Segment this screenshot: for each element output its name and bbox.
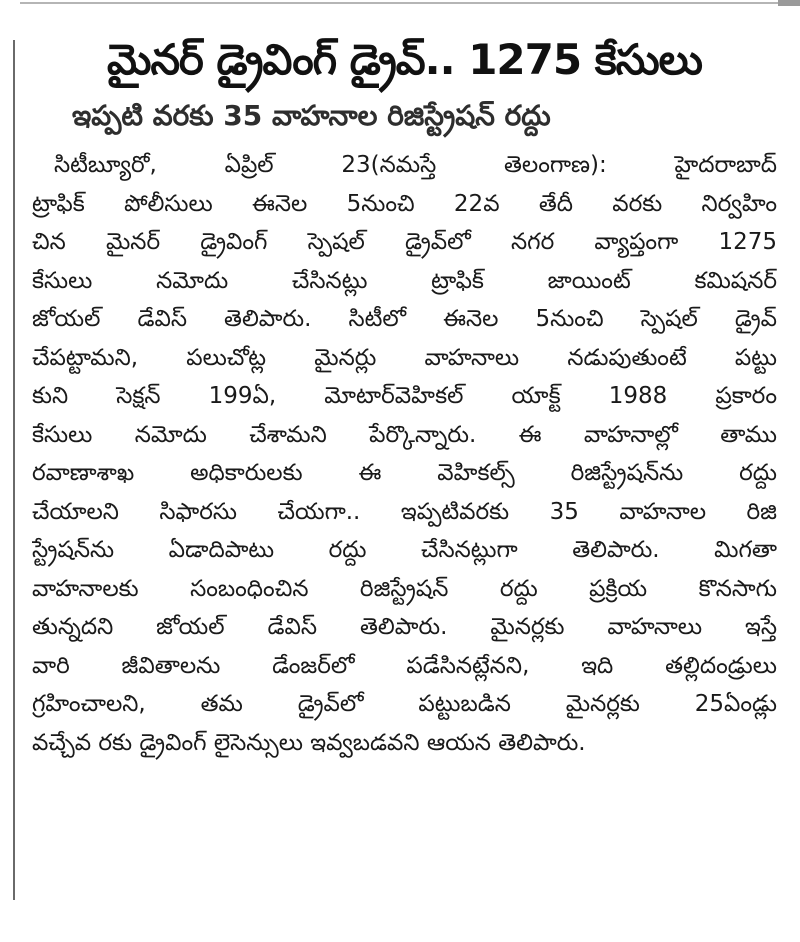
body-line: తున్నదని జోయల్ డేవిస్ తెలిపారు. మైనర్లకు వాహనాలు ఇస్తే (32, 614, 777, 640)
top-border (20, 2, 800, 4)
body-line: కుని సెక్షన్ 199ఏ, మోటార్‌వెహికల్ యాక్ట్ 1988 ప్రకారం (32, 383, 777, 409)
column-rule (13, 40, 15, 900)
body-line: కేసులు నమోదు చేశామని పేర్కొన్నారు. ఈ వాహనాల్లో తాము (32, 421, 777, 448)
body-line: కేసులు నమోదు చేసినట్లు ట్రాఫిక్ జాయింట్ కమిషనర్ (32, 267, 777, 294)
body-line: వచ్చేవ రకు డ్రైవింగ్ లైసెన్సులు ఇవ్వబడవని ఆయన తెలిపారు. (32, 729, 586, 756)
body-line: వాహనాలకు సంబంధించిన రిజిస్ట్రేషన్ రద్దు ప్రక్రియ కొనసాగు (32, 575, 777, 602)
body-line: చేపట్టామని, పలుచోట్ల మైనర్లు వాహనాలు నడుపుతుంటే పట్టు (32, 344, 777, 371)
body-line: సిటీబ్యూరో, ఏప్రిల్ 23(నమస్తే తెలంగాణ): హైదరాబాద్ (54, 152, 777, 178)
body-line: జోయల్ డేవిస్ తెలిపారు. సిటీలో ఈనెల 5నుంచి స్పెషల్ డ్రైవ్ (32, 306, 777, 332)
body-line: గ్రహించాలని, తమ డ్రైవ్‌లో పట్టుబడిన మైనర్లకు 25ఏండ్లు (32, 691, 777, 717)
body-line: ట్రాఫిక్ పోలీసులు ఈనెల 5నుంచి 22వ తేదీ వరకు నిర్వహిం (32, 190, 777, 217)
body-line: చేయాలని సిఫారసు చేయగా.. ఇప్పటివరకు 35 వాహనాల రిజి (32, 498, 777, 525)
article-body (32, 146, 777, 762)
body-line: స్ట్రేషన్‌ను ఏడాదిపాటు రద్దు చేసినట్లుగా తెలిపారు. మిగతా (32, 537, 777, 563)
body-line: చిన మైనర్ డ్రైవింగ్ స్పెషల్ డ్రైవ్‌లో నగర వ్యాప్తంగా 1275 (32, 229, 777, 255)
news-article (32, 30, 777, 762)
body-line: వారి జీవితాలను డేంజర్‌లో పడేసినట్లేనని, ఇది తల్లిదండ్రులు (32, 652, 777, 679)
corner-mark (778, 0, 800, 6)
headline: మైనర్ డ్రైవింగ్ డ్రైవ్.. 1275 కేసులు (107, 35, 702, 84)
body-line: రవాణాశాఖ అధికారులకు ఈ వెహికల్స్ రిజిస్ట్రేషన్‌ను రద్దు (32, 460, 777, 486)
subheadline: ఇప్పటి వరకు 35 వాహనాల రిజిస్ట్రేషన్ రద్దు (72, 99, 551, 132)
